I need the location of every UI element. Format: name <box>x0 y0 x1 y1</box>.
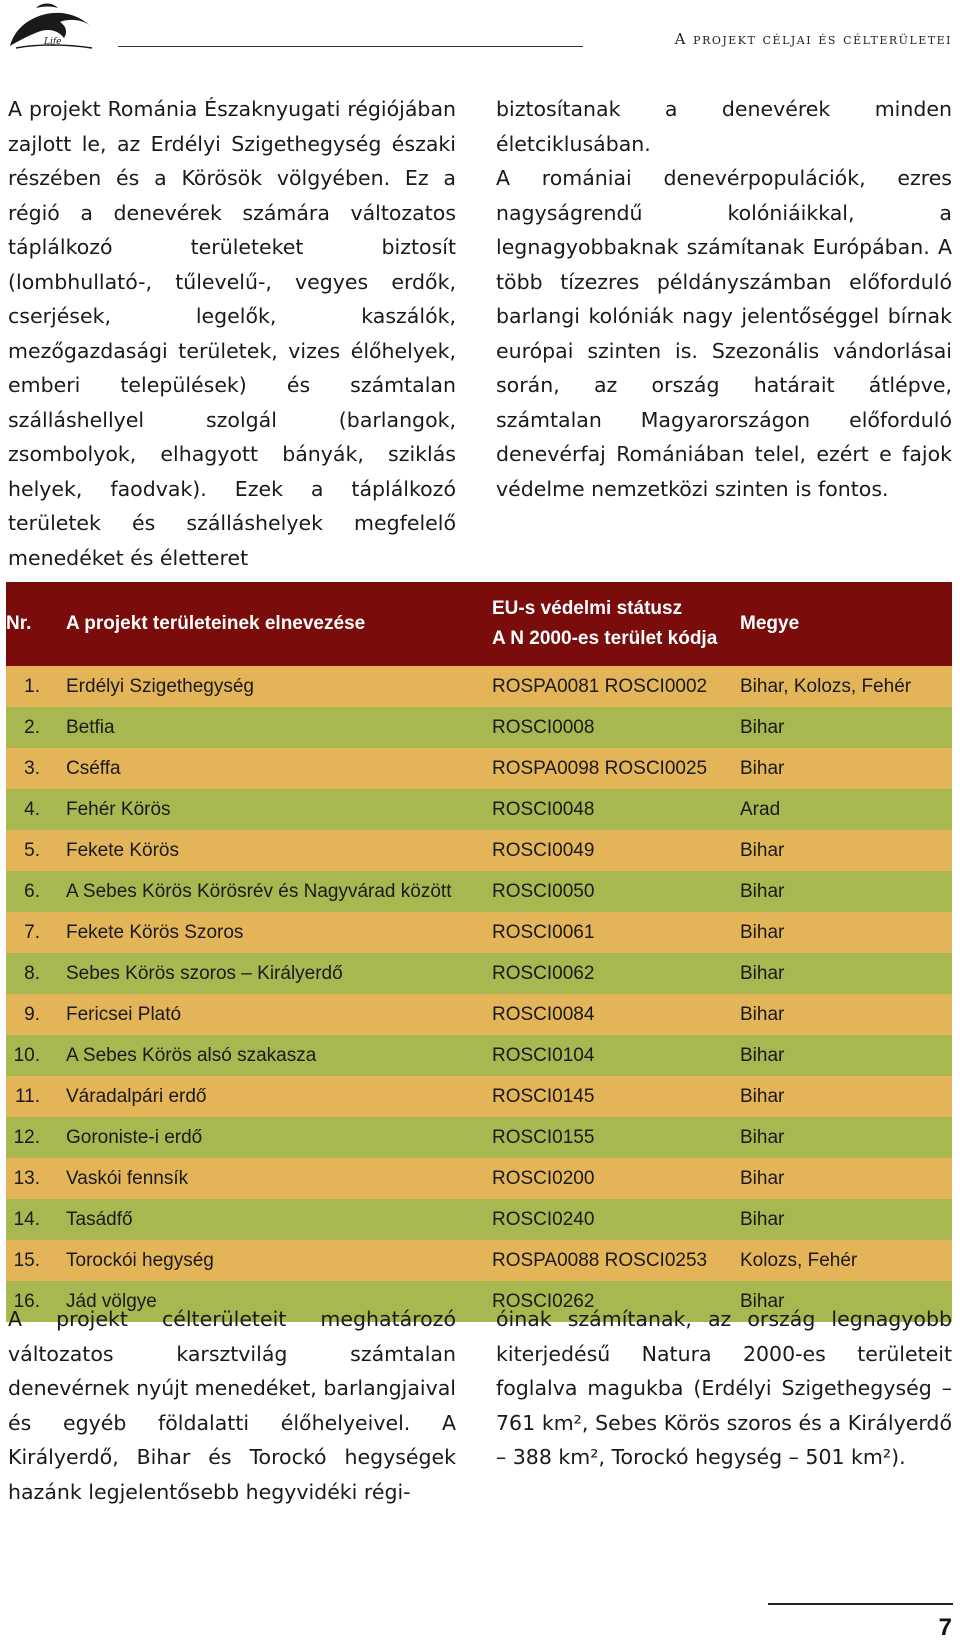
cell-code: ROSCI0262 <box>490 1281 738 1322</box>
cell-name: Cséffa <box>54 748 490 789</box>
project-sites-table <box>6 582 952 1322</box>
cell-name: Jád völgye <box>54 1281 490 1322</box>
header-status-line2: A N 2000-es terület kódja <box>492 628 718 649</box>
cell-code: ROSCI0048 <box>490 789 738 830</box>
cell-county: Bihar <box>738 1035 952 1076</box>
intro-right-column <box>496 92 952 506</box>
cell-nr: 4. <box>6 789 54 830</box>
header-rule <box>118 46 583 47</box>
cell-code: ROSPA0098 ROSCI0025 <box>490 748 738 789</box>
table-row <box>6 789 952 830</box>
table-row <box>6 666 952 707</box>
cell-name: Vaskói fennsík <box>54 1158 490 1199</box>
table-row <box>6 953 952 994</box>
intro-left-column <box>8 92 456 575</box>
table-row <box>6 1199 952 1240</box>
table-row <box>6 748 952 789</box>
cell-code: ROSPA0088 ROSCI0253 <box>490 1240 738 1281</box>
cell-county: Bihar <box>738 912 952 953</box>
cell-name: Goroniste-i erdő <box>54 1117 490 1158</box>
table-header-row <box>6 582 952 666</box>
cell-code: ROSPA0081 ROSCI0002 <box>490 666 738 707</box>
table-row <box>6 1076 952 1117</box>
cell-name: Fekete Körös <box>54 830 490 871</box>
cell-nr: 3. <box>6 748 54 789</box>
cell-name: Torockói hegység <box>54 1240 490 1281</box>
cell-nr: 6. <box>6 871 54 912</box>
table-row <box>6 1158 952 1199</box>
cell-nr: 15. <box>6 1240 54 1281</box>
cell-code: ROSCI0104 <box>490 1035 738 1076</box>
cell-name: Fericsei Plató <box>54 994 490 1035</box>
cell-county: Bihar <box>738 1281 952 1322</box>
cell-county: Bihar <box>738 1158 952 1199</box>
cell-nr: 9. <box>6 994 54 1035</box>
outro-right-paragraph: óinak számítanak, az ország legnagyobb kiterjedésű Natura 2000-es területeit foglalva magukba (Erdélyi Szigethegység – 761 km², Sebes Körös szoros és a Királyerdő – 388 km², Torockó hegység – 501 km²). <box>496 1307 952 1469</box>
cell-code: ROSCI0084 <box>490 994 738 1035</box>
header-county: Megye <box>738 582 952 666</box>
header-status-line1: EU-s védelmi státusz <box>492 598 683 619</box>
header-status <box>490 582 738 666</box>
cell-name: Sebes Körös szoros – Királyerdő <box>54 953 490 994</box>
cell-nr: 5. <box>6 830 54 871</box>
cell-code: ROSCI0061 <box>490 912 738 953</box>
cell-county: Bihar <box>738 748 952 789</box>
cell-name: Váradalpári erdő <box>54 1076 490 1117</box>
table-row <box>6 871 952 912</box>
cell-code: ROSCI0062 <box>490 953 738 994</box>
cell-name: A Sebes Körös Körösrév és Nagyvárad között <box>54 871 490 912</box>
cell-name: A Sebes Körös alsó szakasza <box>54 1035 490 1076</box>
life-logo <box>6 0 96 52</box>
cell-nr: 1. <box>6 666 54 707</box>
cell-code: ROSCI0155 <box>490 1117 738 1158</box>
cell-county: Bihar <box>738 1076 952 1117</box>
table-row <box>6 912 952 953</box>
cell-county: Bihar, Kolozs, Fehér <box>738 666 952 707</box>
outro-left-column <box>8 1302 456 1509</box>
table-row <box>6 1117 952 1158</box>
cell-nr: 13. <box>6 1158 54 1199</box>
cell-county: Bihar <box>738 953 952 994</box>
cell-code: ROSCI0200 <box>490 1158 738 1199</box>
cell-nr: 11. <box>6 1076 54 1117</box>
header-nr: Nr. <box>6 582 54 666</box>
table-row <box>6 994 952 1035</box>
outro-left-paragraph: A projekt célterületeit meghatározó változatos karsztvilág számtalan denevérnek nyújt menedéket, barlangjaival és egyéb földalatti élőhelyeivel. A Királyerdő, Bihar és Torockó hegységek hazánk legjelentősebb hegyvidéki régi- <box>8 1307 456 1504</box>
table-row <box>6 1240 952 1281</box>
cell-code: ROSCI0240 <box>490 1199 738 1240</box>
cell-name: Tasádfő <box>54 1199 490 1240</box>
cell-nr: 8. <box>6 953 54 994</box>
logo-text: Life <box>44 37 62 47</box>
table-row <box>6 707 952 748</box>
cell-code: ROSCI0049 <box>490 830 738 871</box>
cell-nr: 7. <box>6 912 54 953</box>
cell-name: Erdélyi Szigethegység <box>54 666 490 707</box>
cell-nr: 10. <box>6 1035 54 1076</box>
cell-nr: 14. <box>6 1199 54 1240</box>
cell-name: Fehér Körös <box>54 789 490 830</box>
cell-name: Fekete Körös Szoros <box>54 912 490 953</box>
cell-county: Kolozs, Fehér <box>738 1240 952 1281</box>
cell-nr: 16. <box>6 1281 54 1322</box>
cell-county: Bihar <box>738 1117 952 1158</box>
cell-name: Betfia <box>54 707 490 748</box>
header-name: A projekt területeinek elnevezése <box>54 582 490 666</box>
intro-left-paragraph: A projekt Románia Északnyugati régiójában zajlott le, az Erdélyi Szigethegység északi részében és a Körösök völgyében. Ez a régió a denevérek számára változatos táplálkozó területeket biztosít (lombhullató-, tűlevelű-, vegyes erdők, cserjések, legelők, kaszálók, mezőgazdasági területek, vizes élőhelyek, emberi települések) és számtalan szálláshellyel szolgál (barlangok, zsombolyok, elhagyott bányák, sziklás helyek, faodvak). Ezek a táplálkozó területek és szálláshelyek megfelelő menedéket és életteret <box>8 97 456 570</box>
cell-county: Bihar <box>738 1199 952 1240</box>
running-header-title: A projekt céljai és célterületei <box>674 30 952 48</box>
cell-nr: 12. <box>6 1117 54 1158</box>
table-row <box>6 1035 952 1076</box>
outro-right-column <box>496 1302 952 1475</box>
cell-county: Arad <box>738 789 952 830</box>
footer-rule <box>768 1603 953 1605</box>
cell-county: Bihar <box>738 994 952 1035</box>
cell-code: ROSCI0008 <box>490 707 738 748</box>
cell-county: Bihar <box>738 830 952 871</box>
intro-right-paragraph-2: A romániai denevérpopulációk, ezres nagyságrendű kolóniáikkal, a legnagyobbaknak számítanak Európában. A több tízezres példányszámban előforduló barlangi kolóniák nagy jelentőséggel bírnak európai szinten is. Szezonális vándorlásai során, az ország határait átlépve, számtalan Magyarországon előforduló denevérfaj Romániában telel, ezért e fajok védelme nemzetközi szinten is fontos. <box>496 166 952 501</box>
cell-code: ROSCI0145 <box>490 1076 738 1117</box>
intro-right-paragraph-1: biztosítanak a denevérek minden életciklusában. <box>496 97 952 156</box>
page-number: 7 <box>938 1614 952 1641</box>
cell-county: Bihar <box>738 707 952 748</box>
table-row <box>6 830 952 871</box>
cell-county: Bihar <box>738 871 952 912</box>
cell-nr: 2. <box>6 707 54 748</box>
cell-code: ROSCI0050 <box>490 871 738 912</box>
